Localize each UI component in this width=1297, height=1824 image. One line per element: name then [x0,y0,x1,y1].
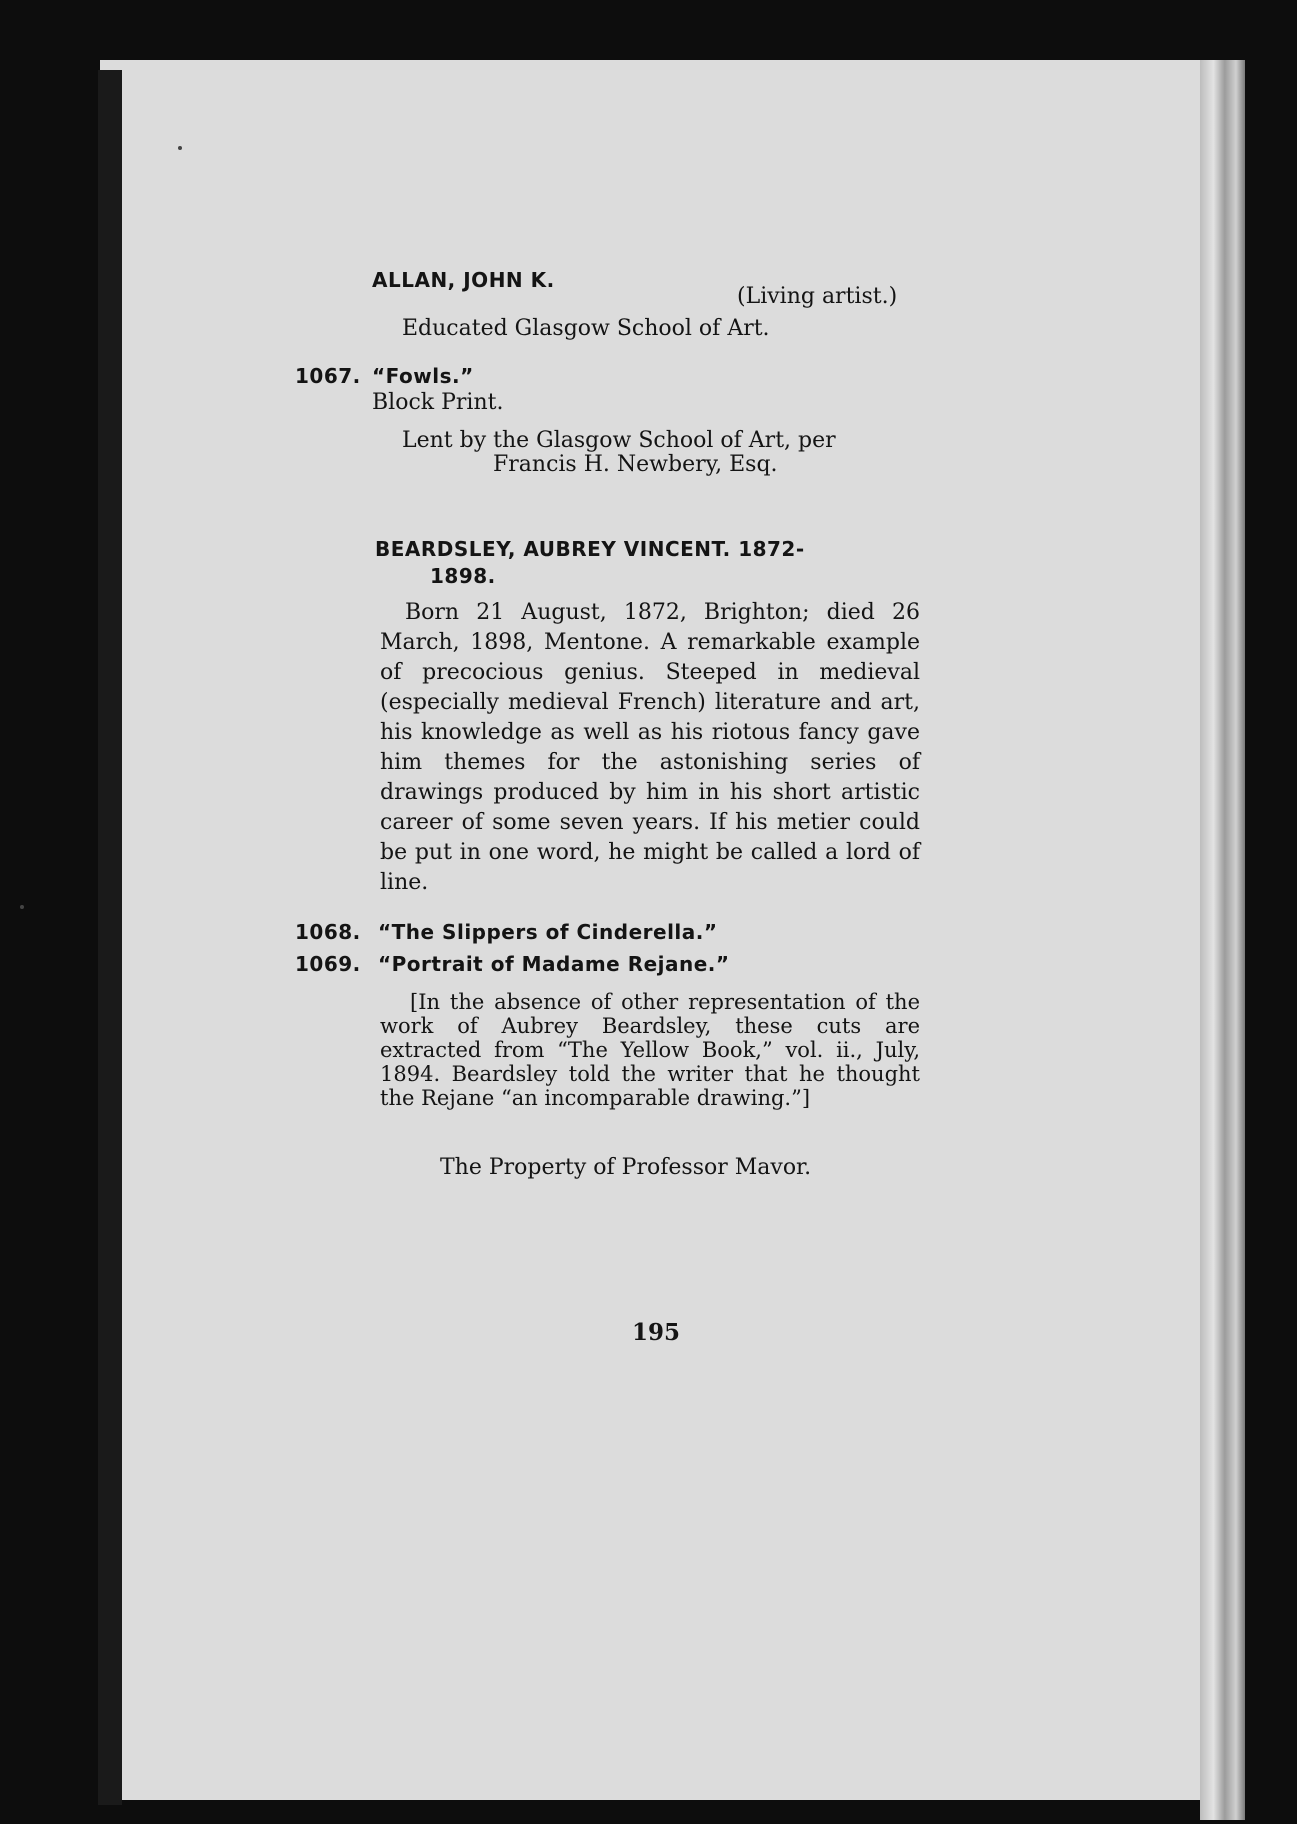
artist-note: (Living artist.) [737,284,898,309]
work-number: 1069. [295,952,361,976]
work-title: “Fowls.” [372,364,474,388]
page-number: 195 [632,1319,681,1346]
lender-line: Lent by the Glasgow School of Art, per [402,428,836,453]
artist-bio: Born 21 August, 1872, Brighton; died 26 March, 1898, Mentone. A remarkable example of precocious genius. Steeped in medieval (especially medieval French) literature and art, his knowledge as well as his riotous fancy gave him themes for the astonishing series of drawings produced by him in his short artistic career of some seven years. If his metier could be put in one word, he might be called a lord of line. [380,600,920,895]
work-number: 1067. [295,364,361,388]
work-number: 1068. [295,920,361,944]
lender-line: Francis H. Newbery, Esq. [493,452,778,477]
artist-heading-dates: 1898. [430,564,496,588]
editorial-note: [In the absence of other representation of the work of Aubrey Beardsley, these cuts are extracted from “The Yellow Book,” vol. ii., July, 1894. Beardsley told the writer that he thought the Rejane “an incomparable drawing.”] [380,990,920,1110]
artist-heading: BEARDSLEY, AUBREY VINCENT. 1872- [375,537,805,561]
owner-line: The Property of Professor Mavor. [440,1155,812,1180]
artist-heading: ALLAN, JOHN K. [372,268,555,292]
work-medium: Block Print. [372,390,504,415]
work-title: “Portrait of Madame Rejane.” [378,952,730,976]
artist-bio: Educated Glasgow School of Art. [402,316,770,341]
work-title: “The Slippers of Cinderella.” [378,920,718,944]
